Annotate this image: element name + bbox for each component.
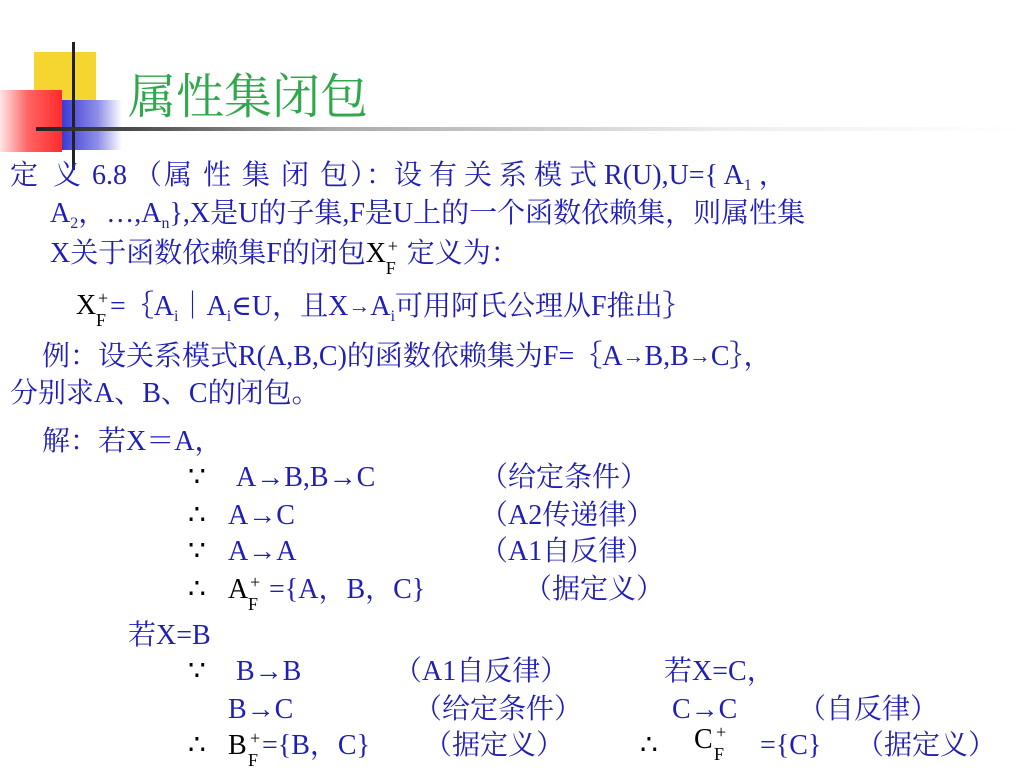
if-x-b: 若X=B bbox=[128, 620, 211, 651]
page-title: 属性集闭包 bbox=[128, 69, 369, 125]
step-a2-expr: A→C bbox=[228, 500, 295, 531]
c-closure-symbol: C + F bbox=[694, 722, 727, 764]
step-a3-reason: （A1自反律） bbox=[480, 536, 655, 567]
result-c bbox=[694, 722, 728, 764]
closure-formula: X + F $=\{A_i|A_i\in U$，且$X\to A_i$可用阿氏公理从F推出｝ bbox=[76, 288, 691, 330]
therefore-symbol: ∴ bbox=[188, 500, 206, 531]
therefore-symbol: ∴ bbox=[188, 730, 206, 761]
therefore-symbol: ∴ bbox=[188, 574, 206, 605]
definition-line-2: $A_2$，$\dots,A_n\},X$是U的子集,F是U上的一个函数依赖集，则属性集 bbox=[50, 198, 806, 232]
logo-red-square bbox=[0, 90, 62, 152]
definition-line-1: 定 义 6.8 （属 性 集 闭 包）：设 有 关 系 模 式 R(U),U={ $A_1$ ， bbox=[10, 160, 787, 194]
solution-intro: 解：若X＝A， bbox=[42, 426, 223, 457]
step-a2-reason: （A2传递律） bbox=[480, 500, 655, 531]
result-c-reason: （据定义） bbox=[856, 730, 997, 761]
step-b2-reason: （给定条件） bbox=[414, 694, 583, 725]
x-closure-symbol: X + F bbox=[76, 288, 109, 330]
result-a: A + F ={A，B，C} bbox=[228, 572, 426, 614]
step-a1-reason: （给定条件） bbox=[480, 462, 649, 493]
logo-blue-square bbox=[62, 100, 122, 150]
result-a-reason: （据定义） bbox=[524, 574, 665, 605]
if-x-c: 若X=C， bbox=[664, 656, 775, 687]
logo-vertical-line bbox=[72, 42, 75, 170]
therefore-symbol: ∴ bbox=[640, 730, 658, 761]
result-b-reason: （据定义） bbox=[424, 730, 565, 761]
because-symbol: ∵ bbox=[188, 536, 206, 567]
step-a1-expr: A→B,B→C bbox=[236, 462, 376, 493]
x-closure-symbol: X + F bbox=[365, 236, 398, 278]
a-closure-symbol: A + F bbox=[228, 572, 261, 614]
example-line-1: 例：设关系模式R(A,B,C)的函数依赖集为F=｛A→B,B→C｝， bbox=[42, 341, 772, 372]
because-symbol: ∵ bbox=[188, 462, 206, 493]
step-b2-expr: B→C bbox=[228, 694, 294, 725]
step-c1-expr: C→C bbox=[672, 694, 738, 725]
definition-line-3: X关于函数依赖集F的闭包 X + F 定义为： bbox=[50, 236, 519, 278]
result-b: B + F ={B，C} bbox=[228, 728, 371, 770]
step-b1-reason: （A1自反律） bbox=[394, 656, 569, 687]
step-c1-reason: （自反律） bbox=[798, 694, 939, 725]
example-line-2: 分别求A、B、C的闭包。 bbox=[10, 378, 320, 409]
title-underline bbox=[36, 127, 1024, 131]
b-closure-symbol: B + F bbox=[228, 728, 261, 770]
step-b1-expr: B→B bbox=[236, 656, 302, 687]
result-c-value: ={C} bbox=[760, 730, 822, 761]
because-symbol: ∵ bbox=[188, 656, 206, 687]
step-a3-expr: A→A bbox=[228, 536, 297, 567]
